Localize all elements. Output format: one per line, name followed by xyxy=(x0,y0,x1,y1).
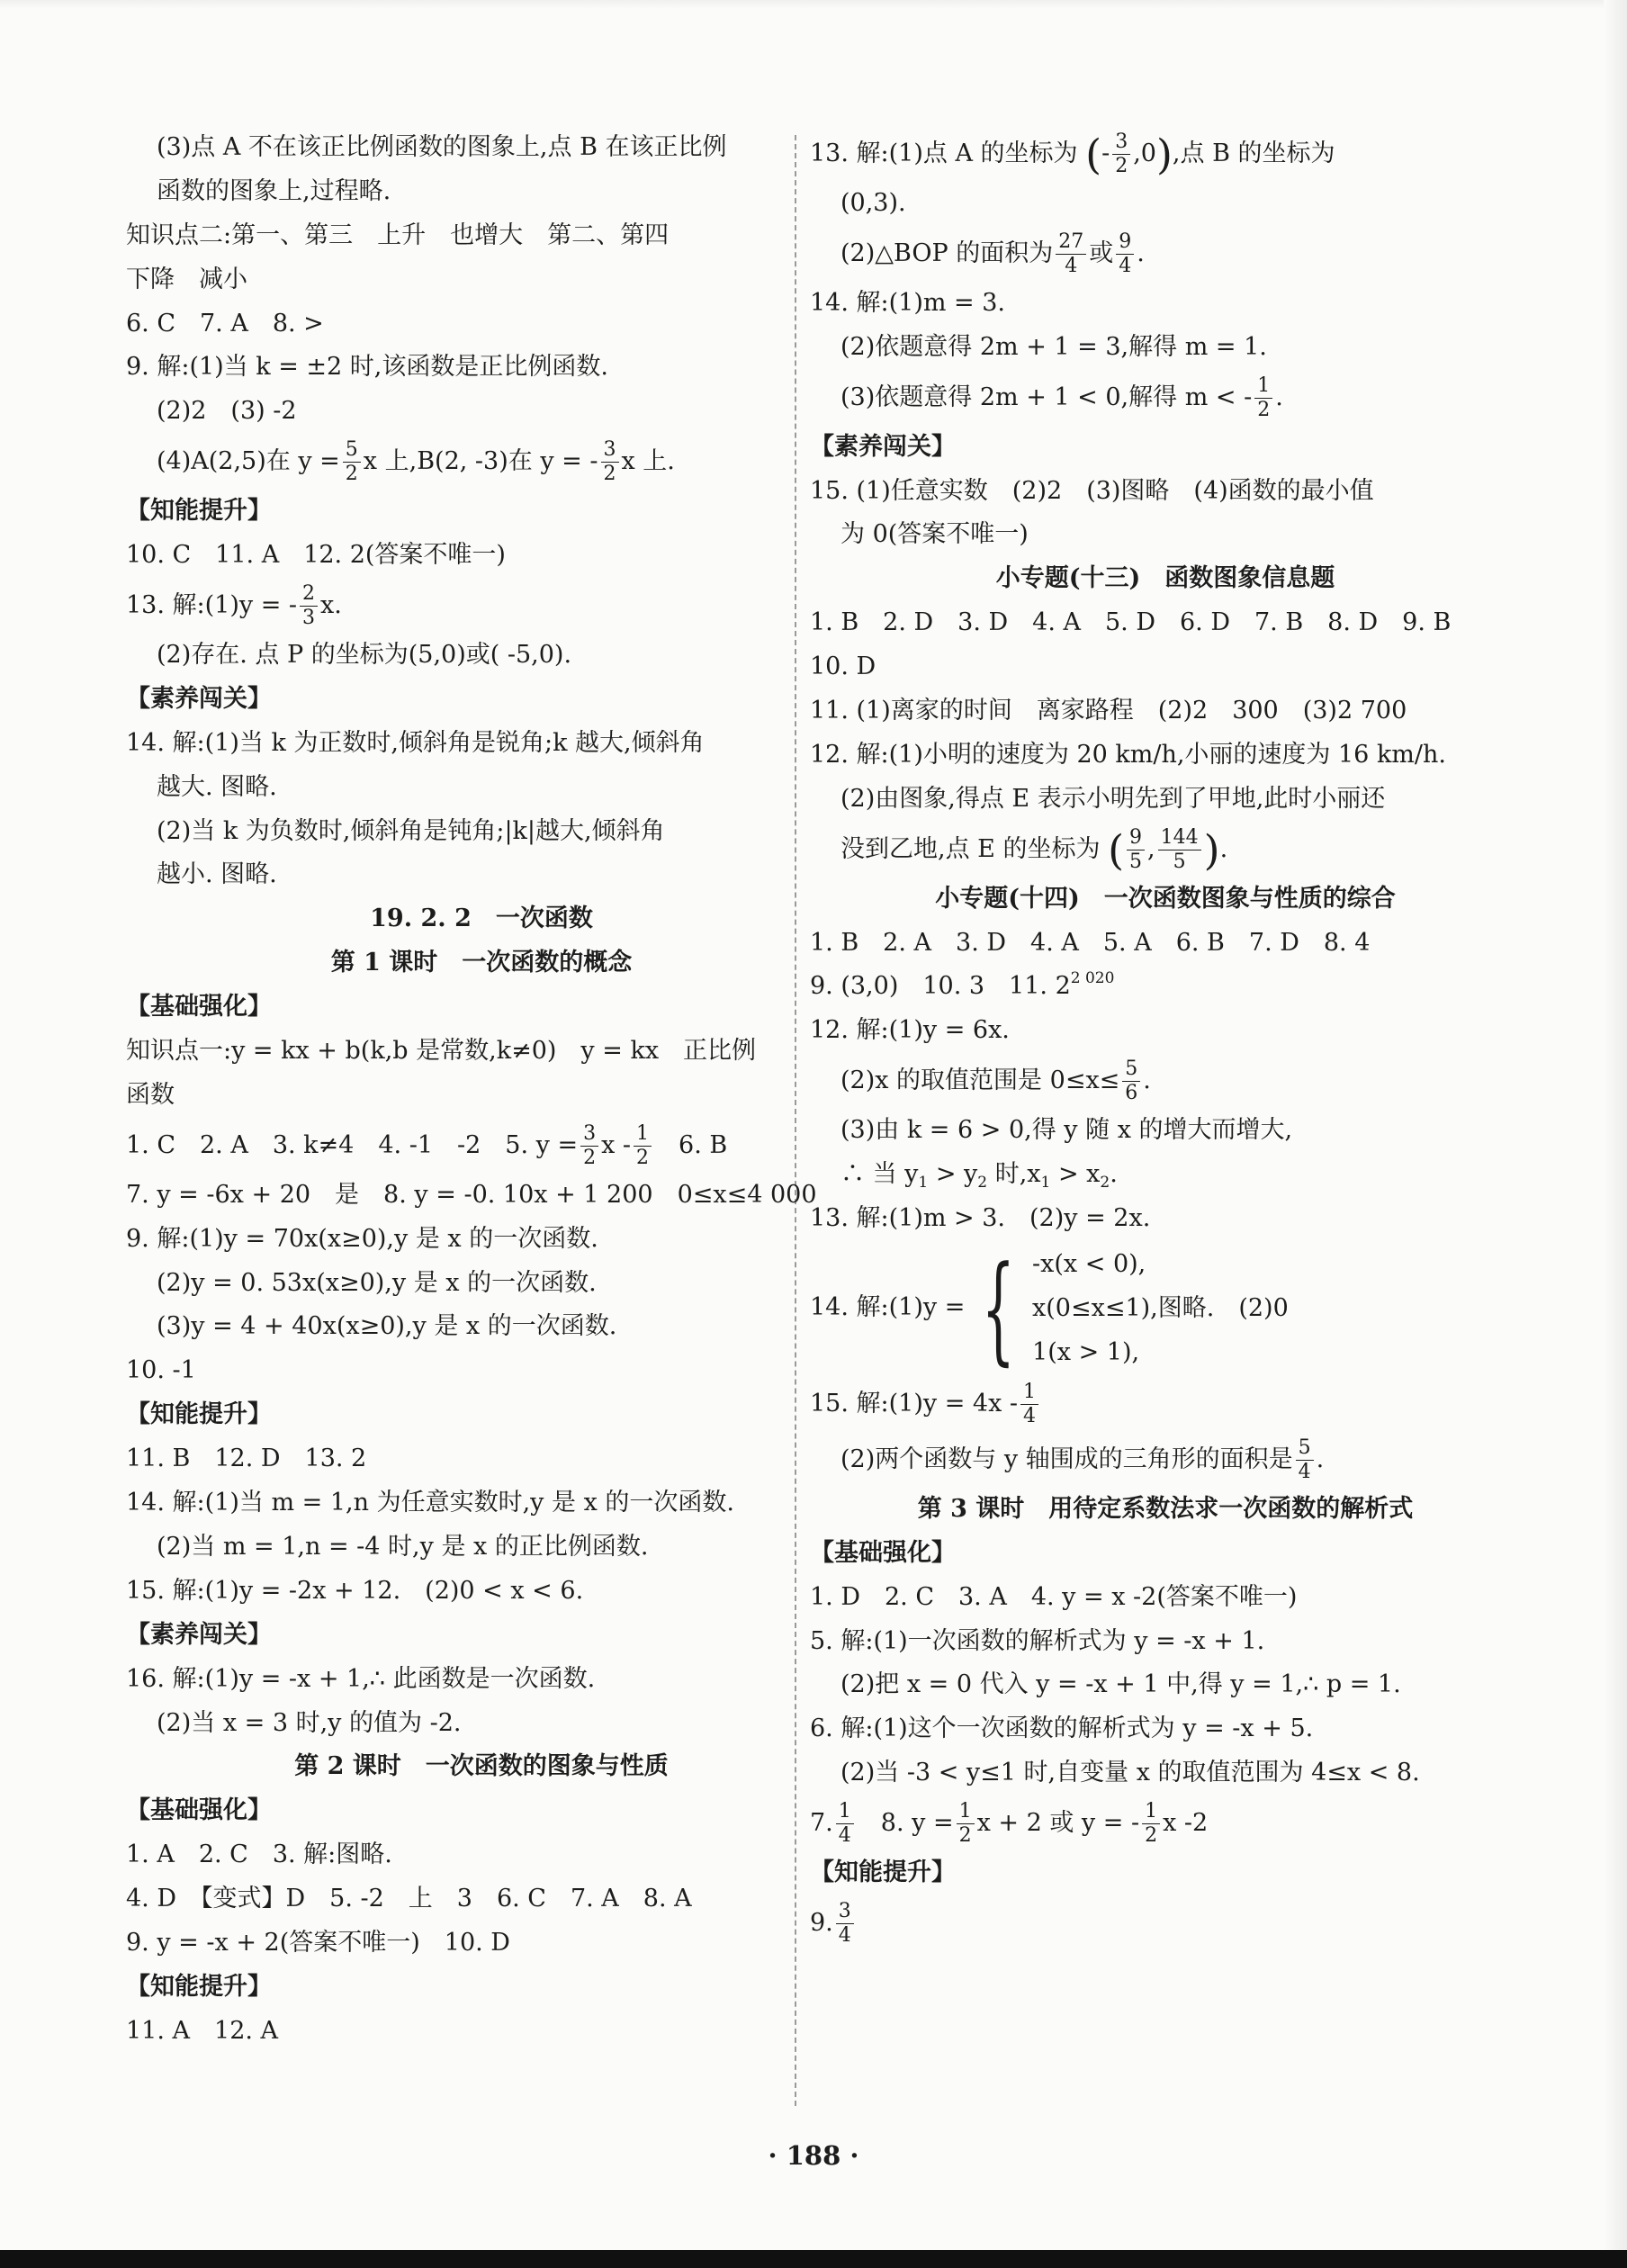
answer-line: 10. C 11. A 12. 2(答案不唯一) xyxy=(126,541,506,570)
answer-line: (2)2 (3) -2 xyxy=(157,397,297,426)
right-column xyxy=(810,126,1521,1951)
fraction xyxy=(1254,374,1272,422)
answer-line: (2)存在. 点 P 的坐标为(5,0)或( -5,0). xyxy=(157,641,572,670)
fraction-numerator: 9 xyxy=(1116,230,1134,255)
text-run: x -2 xyxy=(1163,1809,1209,1838)
text-run: 14. 解:(1)y = xyxy=(810,1293,966,1322)
text-run: (2)两个函数与 y 轴围成的三角形的面积是 xyxy=(840,1444,1293,1473)
answer-line: 10. D xyxy=(810,652,876,681)
answer-line xyxy=(810,1053,1521,1109)
text-run: x. xyxy=(320,591,342,620)
answer-line: 13. 解:(1)m > 3. (2)y = 2x. xyxy=(810,1204,1151,1233)
fraction-numerator: 5 xyxy=(1296,1436,1314,1461)
text-run: . xyxy=(1219,834,1228,863)
answer-line: (2)y = 0. 53x(x≥0),y 是 x 的一次函数. xyxy=(157,1268,597,1297)
topic-heading: 小专题(十三) 函数图象信息题 xyxy=(995,564,1335,593)
answer-line: (3)点 A 不在该正比例函数的图象上,点 B 在该正比例 xyxy=(157,133,727,161)
fraction-denominator: 2 xyxy=(345,463,358,486)
text-run: 或 xyxy=(1089,238,1114,267)
answer-line: (0,3). xyxy=(840,189,906,217)
answer-line: 14. 解:(1)当 m = 1,n 为任意实数时,y 是 x 的一次函数. xyxy=(126,1489,734,1517)
piecewise-case: -x(x < 0), xyxy=(1032,1250,1146,1279)
answer-line: 7. y = -6x + 20 是 8. y = -0. 10x + 1 200 0≤x≤4 000 xyxy=(126,1180,817,1209)
fraction-denominator: 2 xyxy=(603,463,616,486)
section-heading: 【素养闯关】 xyxy=(126,1620,272,1649)
section-heading: 【知能提升】 xyxy=(126,1400,272,1429)
answer-line: 知识点二:第一、第三 上升 也增大 第二、第四 xyxy=(126,220,670,249)
answer-line: 9. 解:(1)当 k = ±2 时,该函数是正比例函数. xyxy=(126,353,608,382)
fraction-numerator: 1 xyxy=(1254,374,1272,399)
text-run: 13. 解:(1)y = - xyxy=(126,591,298,620)
answer-line xyxy=(810,126,1521,182)
fraction-denominator: 4 xyxy=(1298,1460,1311,1483)
section-heading: 【素养闯关】 xyxy=(810,432,956,461)
fraction-denominator: 5 xyxy=(1129,850,1143,873)
answer-line: 1. B 2. A 3. D 4. A 5. A 6. B 7. D 8. 4 xyxy=(810,928,1371,957)
text-run: ∴ 当 y xyxy=(840,1160,919,1189)
fraction xyxy=(1158,826,1201,874)
answer-line: 11. B 12. D 13. 2 xyxy=(126,1444,367,1473)
answer-line: (2)由图象,得点 E 表示小明先到了甲地,此时小丽还 xyxy=(840,784,1386,813)
text-run: ,点 B 的坐标为 xyxy=(1172,140,1335,167)
page-number: · 188 · xyxy=(768,2140,859,2171)
fraction xyxy=(1296,1436,1314,1484)
answer-line: 1. A 2. C 3. 解:图略. xyxy=(126,1840,392,1869)
answer-line: 知识点一:y = kx + b(k,b 是常数,k≠0) y = kx 正比例 xyxy=(126,1037,757,1066)
answer-line xyxy=(810,1895,1521,1951)
page-top-edge xyxy=(0,0,1627,9)
text-run: 13. 解:(1)点 A 的坐标为 xyxy=(810,140,1078,167)
paren-left: ( xyxy=(1085,130,1102,179)
section-heading: 【基础强化】 xyxy=(126,1796,272,1825)
lesson-heading: 第 3 课时 用待定系数法求一次函数的解析式 xyxy=(917,1494,1414,1523)
fraction xyxy=(836,1900,854,1948)
fraction-numerator: 9 xyxy=(1127,826,1145,850)
answer-line xyxy=(126,1118,837,1174)
fraction-numerator: 144 xyxy=(1158,826,1201,850)
fraction xyxy=(1127,826,1145,874)
page-bottom-edge xyxy=(0,2250,1627,2268)
text-run: (2)x 的取值范围是 0≤x≤ xyxy=(840,1066,1120,1095)
answer-line: (2)当 m = 1,n = -4 时,y 是 x 的正比例函数. xyxy=(157,1532,649,1561)
paren-right: ) xyxy=(1155,130,1173,179)
answer-line: (2)依题意得 2m + 1 = 3,解得 m = 1. xyxy=(840,332,1267,361)
fraction xyxy=(1056,230,1086,278)
lesson-heading: 第 2 课时 一次函数的图象与性质 xyxy=(294,1752,669,1781)
chapter-heading: 19. 2. 2 一次函数 xyxy=(370,904,593,933)
piecewise-case: x(0≤x≤1),图略. (2)0 xyxy=(1032,1294,1289,1323)
answer-line xyxy=(126,434,837,490)
text-run: . xyxy=(1137,238,1145,267)
fraction-denominator: 5 xyxy=(1173,850,1186,873)
text-run: > y xyxy=(928,1160,978,1189)
fraction-numerator: 1 xyxy=(1142,1800,1160,1824)
answer-line xyxy=(810,226,1521,282)
fraction xyxy=(1122,1058,1140,1105)
fraction-denominator: 3 xyxy=(302,607,316,630)
fraction-numerator: 3 xyxy=(580,1122,598,1147)
exponent: 2 020 xyxy=(1070,969,1115,988)
fraction-denominator: 4 xyxy=(838,1924,851,1948)
subscript: 2 xyxy=(977,1174,988,1192)
fraction-denominator: 2 xyxy=(1257,398,1271,421)
fraction-numerator: 3 xyxy=(601,438,619,463)
answer-line xyxy=(810,965,1521,1009)
text-run: (3)依题意得 2m + 1 < 0,解得 m < - xyxy=(840,382,1253,411)
answer-line: (2)把 x = 0 代入 y = -x + 1 中,得 y = 1,∴ p = 1. xyxy=(840,1670,1401,1699)
fraction-numerator: 1 xyxy=(957,1800,975,1824)
fraction xyxy=(634,1122,652,1170)
fraction xyxy=(1142,1800,1160,1848)
subscript: 2 xyxy=(1100,1174,1110,1192)
section-heading: 【知能提升】 xyxy=(126,1972,272,2001)
lesson-heading: 第 1 课时 一次函数的概念 xyxy=(330,949,633,977)
answer-line: 越小. 图略. xyxy=(157,860,277,889)
text-run: (2)△BOP 的面积为 xyxy=(840,238,1054,267)
answer-line: 为 0(答案不唯一) xyxy=(840,520,1029,549)
answer-line: (2)当 k 为负数时,倾斜角是钝角;|k|越大,倾斜角 xyxy=(157,816,665,845)
text-run: x + 2 或 y = - xyxy=(976,1809,1140,1838)
answer-line: (3)由 k = 6 > 0,得 y 随 x 的增大而增大, xyxy=(840,1116,1293,1145)
text-run: , xyxy=(1147,834,1155,863)
answer-line: 4. D 【变式】D 5. -2 上 3 6. C 7. A 8. A xyxy=(126,1885,692,1913)
answer-line: 1. D 2. C 3. A 4. y = x -2(答案不唯一) xyxy=(810,1582,1298,1611)
section-heading: 【基础强化】 xyxy=(126,993,272,1022)
answer-line: (3)y = 4 + 40x(x≥0),y 是 x 的一次函数. xyxy=(157,1312,617,1341)
fraction-denominator: 4 xyxy=(838,1824,851,1848)
text-run: . xyxy=(1110,1160,1118,1189)
fraction xyxy=(1020,1381,1038,1428)
fraction-numerator: 27 xyxy=(1056,230,1086,255)
answer-line xyxy=(810,1432,1521,1488)
subscript: 1 xyxy=(1040,1174,1051,1192)
answer-line: 11. A 12. A xyxy=(126,2016,279,2045)
text-run: 15. 解:(1)y = 4x - xyxy=(810,1389,1019,1418)
fraction-denominator: 4 xyxy=(1023,1404,1037,1427)
answer-line: 函数的图象上,过程略. xyxy=(157,176,391,205)
section-heading: 【知能提升】 xyxy=(126,497,272,526)
answer-line: 函数 xyxy=(126,1080,175,1109)
text-run: x - xyxy=(601,1130,632,1159)
fraction-numerator: 2 xyxy=(300,582,318,607)
fraction-denominator: 4 xyxy=(1119,254,1132,277)
fraction-denominator: 2 xyxy=(958,1824,972,1848)
answer-line: 10. -1 xyxy=(126,1356,196,1385)
section-heading: 【基础强化】 xyxy=(810,1538,956,1567)
fraction-numerator: 1 xyxy=(1020,1381,1038,1405)
paren-left: ( xyxy=(1108,825,1125,875)
text-run: ,0 xyxy=(1133,140,1156,167)
page-right-edge xyxy=(1604,0,1627,2268)
answer-line: 15. 解:(1)y = -2x + 12. (2)0 < x < 6. xyxy=(126,1576,584,1605)
answer-line: 9. y = -x + 2(答案不唯一) 10. D xyxy=(126,1928,510,1957)
text-run: x 上,B(2, -3)在 y = - xyxy=(363,447,598,476)
piecewise-case: 1(x > 1), xyxy=(1032,1338,1140,1367)
text-run: - xyxy=(1101,140,1110,167)
answer-line xyxy=(810,1376,1521,1432)
paren-right: ) xyxy=(1203,825,1220,875)
fraction-denominator: 6 xyxy=(1125,1082,1138,1105)
fraction-numerator: 5 xyxy=(343,438,361,463)
fraction xyxy=(300,582,318,630)
answer-line: 下降 减小 xyxy=(126,265,247,293)
answer-line xyxy=(810,1796,1521,1851)
answer-line: 1. B 2. D 3. D 4. A 5. D 6. D 7. B 8. D 9. B xyxy=(810,608,1452,637)
answer-line: 5. 解:(1)一次函数的解析式为 y = -x + 1. xyxy=(810,1626,1265,1655)
answer-line: 越大. 图略. xyxy=(157,772,277,801)
fraction-denominator: 2 xyxy=(1115,155,1128,177)
fraction xyxy=(580,1122,598,1170)
text-run: 1. C 2. A 3. k≠4 4. -1 -2 5. y = xyxy=(126,1130,579,1159)
fraction-numerator: 3 xyxy=(1112,130,1130,155)
piecewise-cases xyxy=(1032,1242,1289,1374)
left-brace: { xyxy=(982,1239,1016,1377)
answer-line xyxy=(126,578,837,634)
answer-line xyxy=(810,370,1521,426)
answer-line: 6. C 7. A 8. > xyxy=(126,309,324,338)
answer-line: 6. 解:(1)这个一次函数的解析式为 y = -x + 5. xyxy=(810,1714,1314,1743)
answer-line: 9. 解:(1)y = 70x(x≥0),y 是 x 的一次函数. xyxy=(126,1224,598,1253)
answer-line: 14. 解:(1)当 k 为正数时,倾斜角是锐角;k 越大,倾斜角 xyxy=(126,728,705,757)
answer-line xyxy=(810,822,1521,878)
answer-line: (2)当 x = 3 时,y 的值为 -2. xyxy=(157,1708,462,1737)
answer-line: 16. 解:(1)y = -x + 1,∴ 此函数是一次函数. xyxy=(126,1664,596,1693)
answer-line: 15. (1)任意实数 (2)2 (3)图略 (4)函数的最小值 xyxy=(810,476,1374,505)
text-run: . xyxy=(1316,1444,1325,1473)
answer-line: 11. (1)离家的时间 离家路程 (2)2 300 (3)2 700 xyxy=(810,697,1407,725)
answer-line: 12. 解:(1)y = 6x. xyxy=(810,1016,1010,1045)
fraction xyxy=(957,1800,975,1848)
fraction xyxy=(836,1800,854,1848)
text-run: (4)A(2,5)在 y = xyxy=(157,447,340,476)
answer-line xyxy=(810,1153,1521,1197)
fraction-numerator: 1 xyxy=(836,1800,854,1824)
fraction-denominator: 2 xyxy=(636,1146,650,1169)
fraction xyxy=(1112,130,1130,178)
text-run: 6. B xyxy=(679,1130,728,1159)
fraction-denominator: 2 xyxy=(583,1146,597,1169)
section-heading: 【素养闯关】 xyxy=(126,684,272,713)
piecewise-answer xyxy=(810,1241,1521,1376)
fraction xyxy=(343,438,361,486)
section-heading: 【知能提升】 xyxy=(810,1858,956,1887)
fraction-numerator: 5 xyxy=(1122,1058,1140,1082)
text-run: . xyxy=(1275,382,1283,411)
fraction xyxy=(601,438,619,486)
fraction-numerator: 3 xyxy=(836,1900,854,1924)
fraction-numerator: 1 xyxy=(634,1122,652,1147)
text-run: 9. xyxy=(810,1909,833,1938)
answer-line: (2)当 -3 < y≤1 时,自变量 x 的取值范围为 4≤x < 8. xyxy=(840,1759,1420,1787)
text-run: 7. xyxy=(810,1809,833,1838)
left-column xyxy=(126,126,837,2054)
text-run: 没到乙地,点 E 的坐标为 xyxy=(840,834,1101,863)
fraction-denominator: 2 xyxy=(1145,1824,1158,1848)
text-run: x 上. xyxy=(621,447,675,476)
topic-heading: 小专题(十四) 一次函数图象与性质的综合 xyxy=(935,884,1396,913)
text-run: 8. y = xyxy=(856,1809,954,1838)
text-run: 9. (3,0) 10. 3 11. 2 xyxy=(810,972,1071,1001)
answer-line: 12. 解:(1)小明的速度为 20 km/h,小丽的速度为 16 km/h. xyxy=(810,740,1446,769)
subscript: 1 xyxy=(918,1174,929,1192)
text-run: . xyxy=(1143,1066,1151,1095)
text-run: 时,x xyxy=(987,1160,1041,1189)
answer-line: 14. 解:(1)m = 3. xyxy=(810,288,1006,317)
fraction xyxy=(1116,230,1134,278)
text-run: > x xyxy=(1050,1160,1101,1189)
fraction-denominator: 4 xyxy=(1065,254,1078,277)
